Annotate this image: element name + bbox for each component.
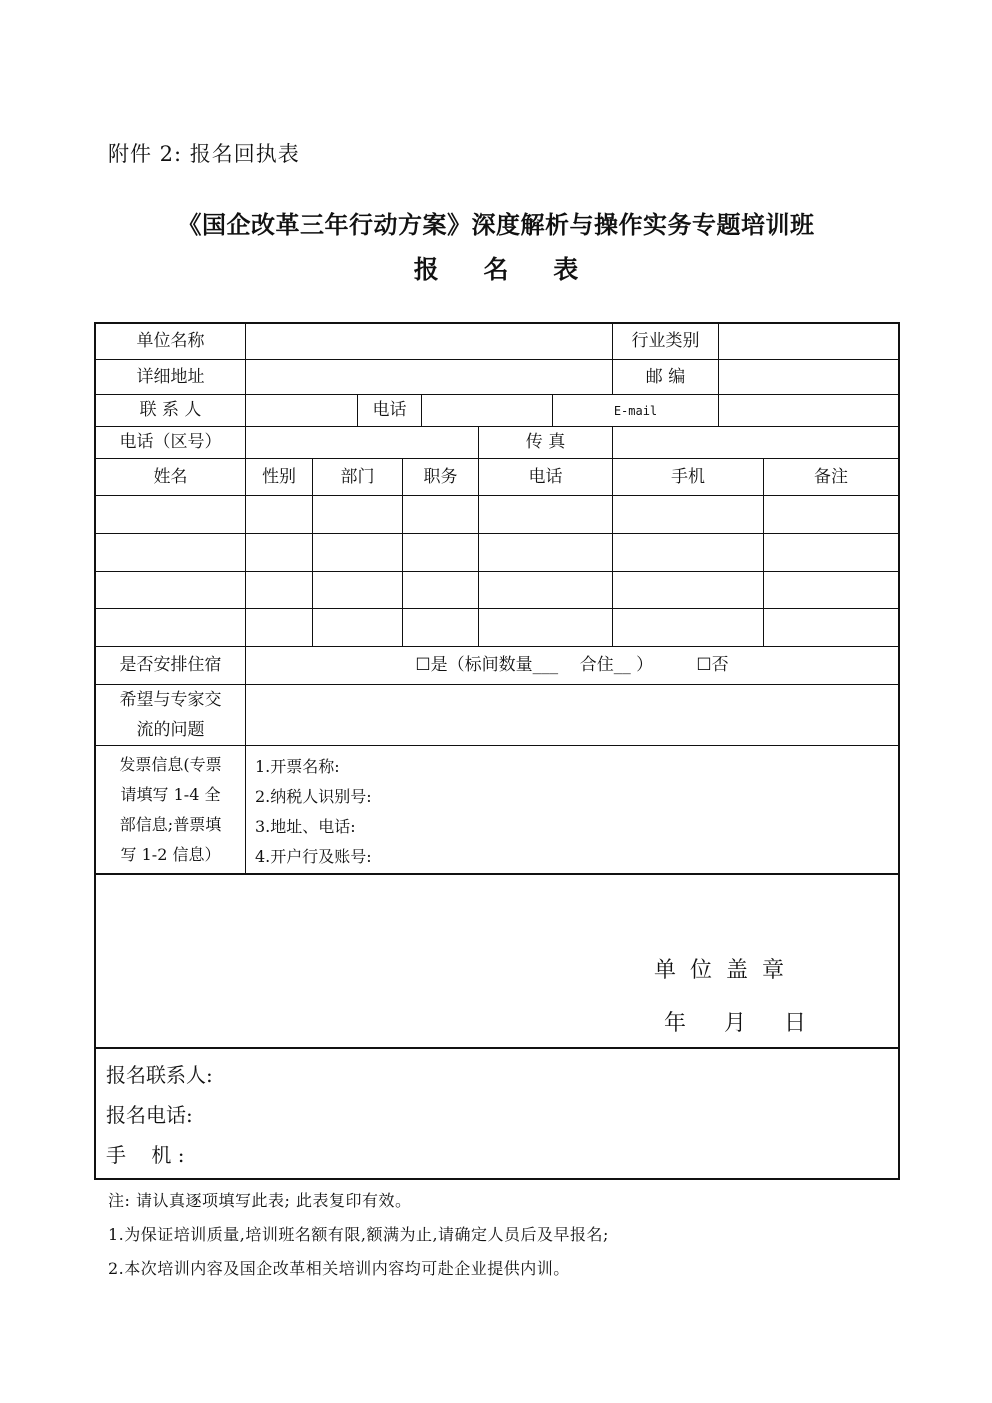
invoice-items[interactable]: [255, 752, 372, 872]
invoice-item: 2.纳税人识别号:: [255, 787, 372, 806]
attendee-row[interactable]: [96, 572, 898, 608]
column-header-mobile: 手机: [671, 466, 705, 487]
expert-question-label-line: 流的问题: [136, 720, 205, 740]
fax-label: 传 真: [525, 432, 566, 452]
industry-label: 行业类别: [631, 331, 700, 351]
postcode-field[interactable]: [719, 360, 898, 394]
invoice-label-line: 写 1-2 信息）: [120, 844, 221, 864]
phone-area-label: 电话（区号）: [119, 432, 222, 452]
column-header-gender: 性别: [262, 466, 296, 487]
invoice-item: 4.开户行及账号:: [255, 847, 372, 866]
address-field[interactable]: [246, 360, 612, 394]
phone-label: 电话: [372, 400, 407, 420]
email-label: E-mail: [613, 403, 658, 418]
document-title: 《国企改革三年行动方案》深度解析与操作实务专题培训班: [177, 210, 815, 239]
expert-question-label-line: 希望与专家交: [119, 690, 222, 710]
invoice-item: 3.地址、电话:: [255, 817, 356, 836]
column-header-position: 职务: [423, 466, 458, 487]
lodging-label: 是否安排住宿: [119, 655, 222, 675]
note-line: 1.为保证培训质量,培训班名额有限,额满为止,请确定人员后及早报名;: [108, 1225, 609, 1244]
registration-contact-label: 报名联系人:: [106, 1063, 213, 1087]
date-label: 年 月 日: [664, 1011, 814, 1036]
attendee-row[interactable]: [96, 496, 898, 533]
attachment-label: 附件 2: 报名回执表: [108, 142, 300, 166]
invoice-item: 1.开票名称:: [255, 757, 340, 776]
note-line: 注: 请认真逐项填写此表; 此表复印有效。: [108, 1191, 412, 1210]
document-subtitle: 报 名 表: [413, 255, 597, 284]
invoice-info-label: [96, 746, 245, 873]
column-header-remarks: 备注: [814, 466, 848, 487]
contact-person-label: 联 系 人: [139, 400, 202, 420]
column-header-department: 部门: [340, 466, 375, 487]
email-field[interactable]: [719, 395, 898, 426]
contact-person-field[interactable]: [246, 395, 357, 426]
lodging-options[interactable]: ☐是（标间数量___ 合住__ ） ☐否: [415, 655, 729, 675]
invoice-label-line: 请填写 1-4 全: [120, 784, 221, 804]
unit-seal-label: 单位盖章: [654, 958, 799, 983]
expert-question-label: [96, 685, 245, 745]
expert-question-field[interactable]: [246, 685, 898, 745]
attendee-row[interactable]: [96, 609, 898, 646]
phone-area-field[interactable]: [246, 427, 478, 458]
address-label: 详细地址: [136, 366, 205, 387]
fax-field[interactable]: [613, 427, 898, 458]
attendee-row[interactable]: [96, 534, 898, 571]
unit-name-field[interactable]: [246, 324, 612, 359]
industry-field[interactable]: [719, 324, 898, 359]
invoice-label-line: 发票信息(专票: [119, 754, 222, 774]
invoice-label-line: 部信息;普票填: [119, 814, 222, 834]
postcode-label: 邮 编: [645, 366, 686, 387]
unit-name-label: 单位名称: [136, 331, 205, 351]
column-header-phone: 电话: [528, 466, 563, 487]
column-header-name: 姓名: [153, 466, 188, 487]
phone-field[interactable]: [422, 395, 552, 426]
note-line: 2.本次培训内容及国企改革相关培训内容均可赴企业提供内训。: [108, 1259, 570, 1278]
registration-phone-label: 报名电话:: [106, 1103, 193, 1127]
mobile-label: 手 机 :: [106, 1143, 185, 1167]
